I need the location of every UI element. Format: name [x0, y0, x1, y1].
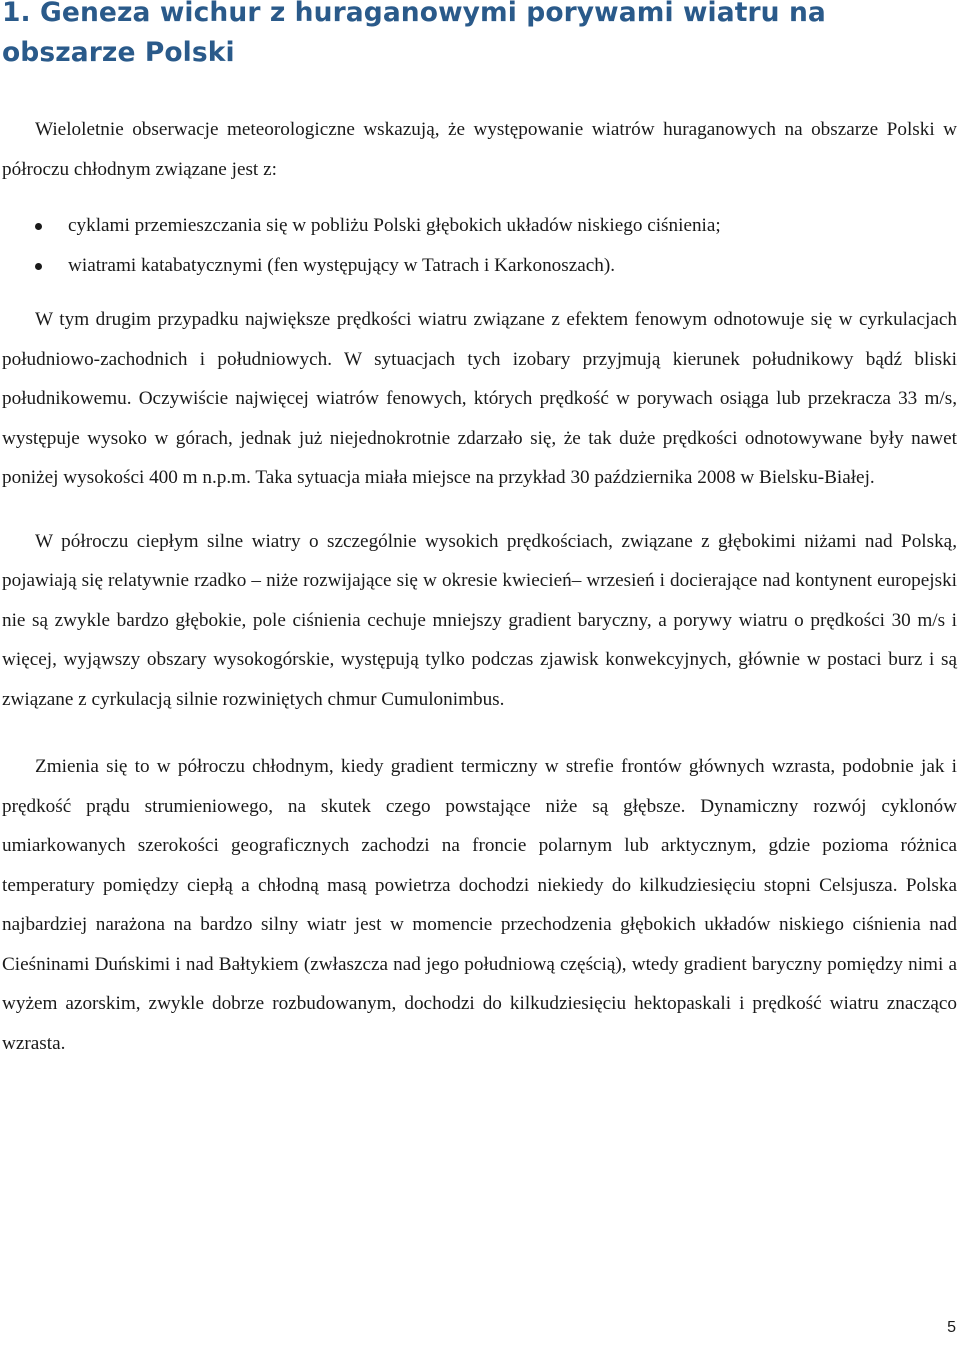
page-number: 5: [947, 1319, 956, 1336]
bullet-text: cyklami przemieszczania się w pobliżu Polski głębokich układów niskiego ciśnienia;: [68, 215, 721, 236]
paragraph-warm-half-year: W półroczu ciepłym silne wiatry o szczególnie wysokich prędkościach, związane z głębokimi niżami nad Polską, pojawiają się relatywnie rzadko – niże rozwijające się w okresie kwiecień– wrzesień i docierające nad kontynent europejski nie są zwykle bardzo głębokie, pole ciśnienia cechuje mniejszy gradient baryczny, a porywy wiatru o prędkości 30 m/s i więcej, wyjąwszy obszary wysokogórskie, występują tylko podczas zjawisk konwekcyjnych, głównie w postaci burz i są związane z cyrkulacją silnie rozwiniętych chmur Cumulonimbus.: [2, 530, 957, 710]
bullet-list: [2, 206, 957, 285]
bullet-text: wiatrami katabatycznymi (fen występujący w Tatrach i Karkonoszach).: [68, 254, 616, 276]
bullet-item: [2, 206, 957, 246]
paragraph-foehn: W tym drugim przypadku największe prędkości wiatru związane z efektem fenowym odnotowuje się w cyrkulacjach południowo-zachodnich i południowych. W sytuacjach tych izobary przyjmują kierunek południkowy bądź bliski południkowemu. Oczywiście najwięcej wiatrów fenowych, których prędkość w porywach osiąga lub przekracza 33 m/s, występuje wysoko w górach, jednak już niejednokrotnie zdarzało się, że tak duże prędkości odnotowywane były nawet poniżej wysokości 400 m n.p.m. Taka sytuacja miała miejsce na przykład 30 października 2008 w Bielsku-Białej.: [2, 309, 957, 488]
paragraph-cold-half-year: Zmienia się to w półroczu chłodnym, kiedy gradient termiczny w strefie frontów głównych wzrasta, podobnie jak i prędkość prądu strumieniowego, na skutek czego powstające niże są głębsze. Dynamiczny rozwój cyklonów umiarkowanych szerokości geograficznych zachodzi na froncie polarnym lub arktycznym, gdzie pozioma różnica temperatury pomiędzy ciepłą a chłodną masą powietrza dochodzi niekiedy do kilkudziesięciu stopni Celsjusza. Polska najbardziej narażona na bardzo silny wiatr jest w momencie przechodzenia głębokich układów niskiego ciśnienia nad Cieśninami Duńskimi i nad Bałtykiem (zwłaszcza nad jego południową częścią), wtedy gradient baryczny pomiędzy nimi a wyżem azorskim, zwykle dobrze rozbudowanym, dochodzi do kilkudziesięciu hektopaskali i prędkość wiatru znacząco wzrasta.: [2, 756, 957, 1054]
section-heading: 1. Geneza wichur z huraganowymi porywami wiatru na obszarze Polski: [2, 0, 826, 68]
bullet-icon: [35, 263, 42, 270]
bullet-item: [2, 246, 957, 286]
intro-paragraph: Wieloletnie obserwacje meteorologiczne wskazują, że występowanie wiatrów huraganowych na obszarze Polski w półroczu chłodnym związane jest z:: [2, 119, 957, 180]
bullet-icon: [35, 223, 42, 230]
